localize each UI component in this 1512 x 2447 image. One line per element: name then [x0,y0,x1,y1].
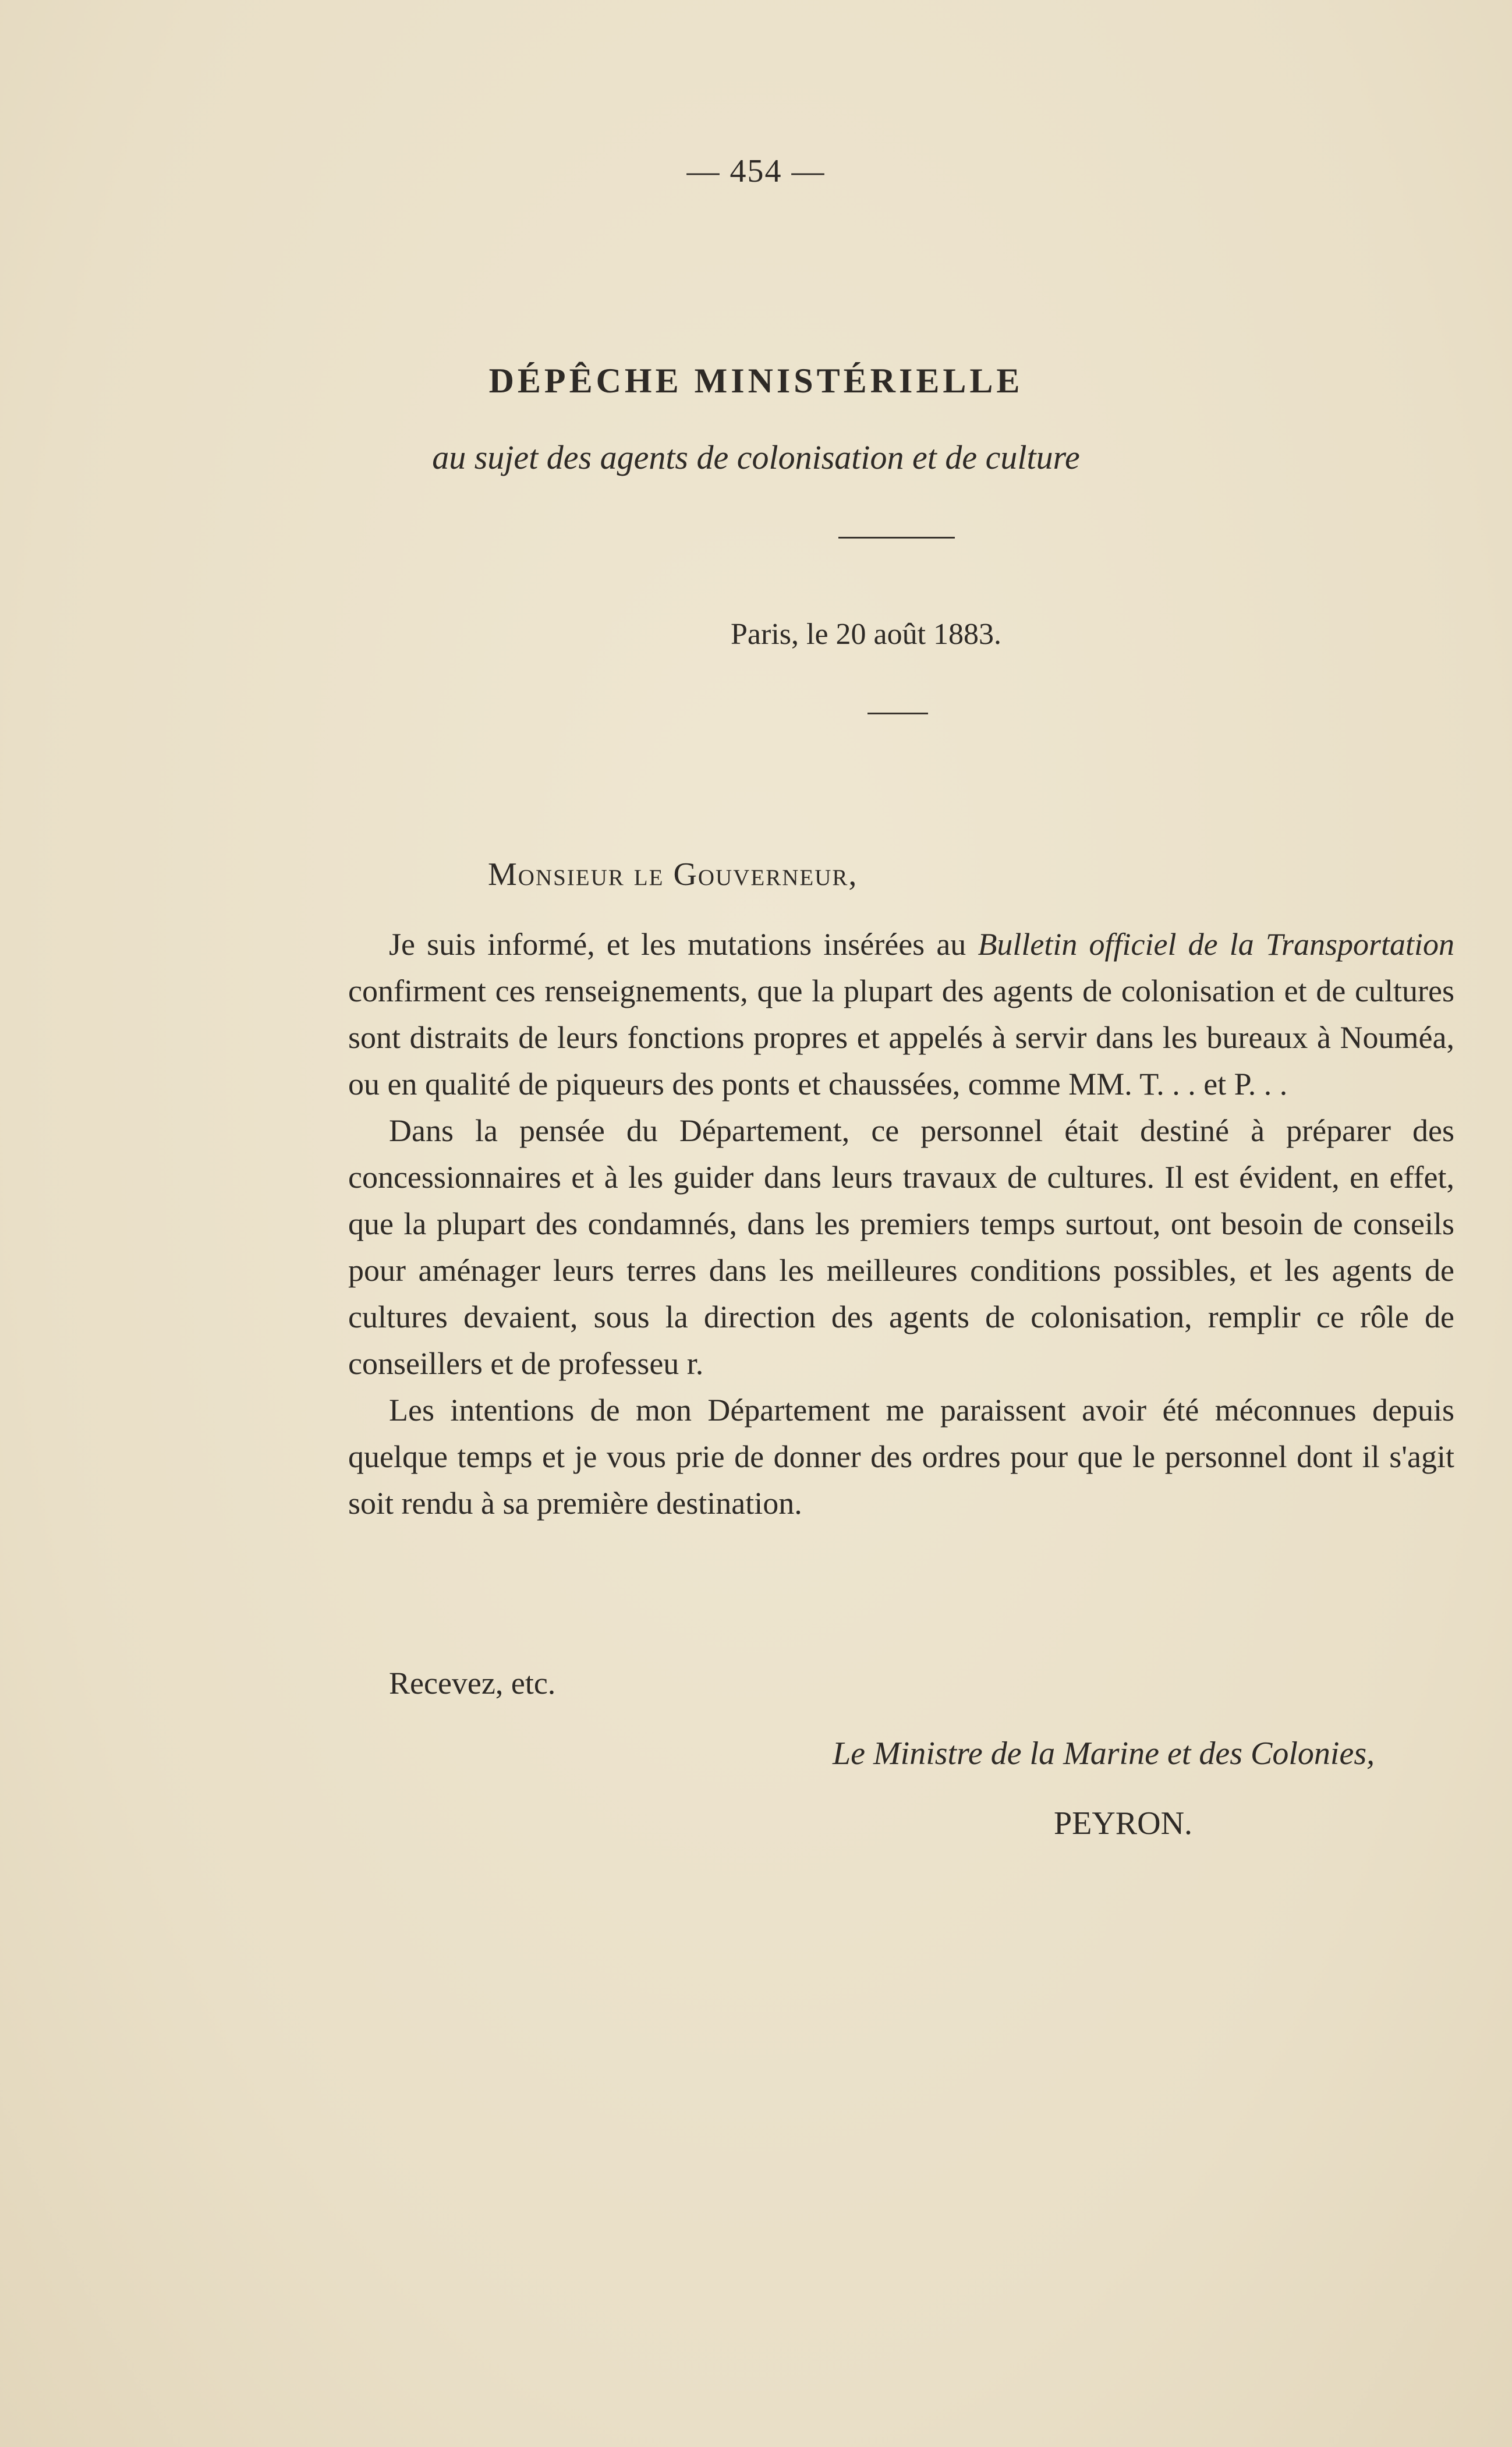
paragraph-1-text-a: Je suis informé, et les mutations insérées au [389,927,978,962]
paragraph-3: Les intentions de mon Département me paraissent avoir été méconnues depuis quelque temps et je vous prie de donner des ordres pour que le personnel dont il s'agit soit rendu à sa première destination. [348,1393,1454,1521]
paragraph-1-text-b: confirment ces renseignements, que la plupart des agents de colonisation et de cultures sont distraits de leurs fonctions propres et appelés à servir dans les bureaux à Nouméa, ou en qualité de piqueurs des ponts et chaussées, comme MM. T. . . et P. . . [348,973,1454,1102]
page-number: — 454 — [686,153,826,189]
closing: Recevez, etc. [389,1666,556,1701]
paragraph-1-italic: Bulletin officiel de la Transportation [978,927,1454,962]
dateline: Paris, le 20 août 1883. [731,618,1002,651]
document-subtitle: au sujet des agents de colonisation et de culture [432,438,1080,476]
document-title: DÉPÊCHE MINISTÉRIELLE [488,362,1024,400]
letter-body [348,921,1454,1527]
salutation: Monsieur le Gouverneur, [488,856,858,893]
separator-rule [838,537,955,539]
signature-name: PEYRON. [1054,1805,1193,1842]
paragraph-2: Dans la pensée du Département, ce personnel était destiné à préparer des concessionnaires et à les guider dans leurs travaux de cultures. Il est évident, en effet, que la plupart des condamnés, dans les premiers temps surtout, ont besoin de conseils pour aménager leurs terres dans les meilleures conditions possibles, et les agents de cultures devaient, sous la direction des agents de colonisation, remplir ce rôle de conseillers et de professeu r. [348,1113,1454,1381]
paragraph-1 [348,921,1454,1107]
signature-title: Le Ministre de la Marine et des Colonies, [833,1736,1375,1772]
separator-rule-short [867,713,928,714]
